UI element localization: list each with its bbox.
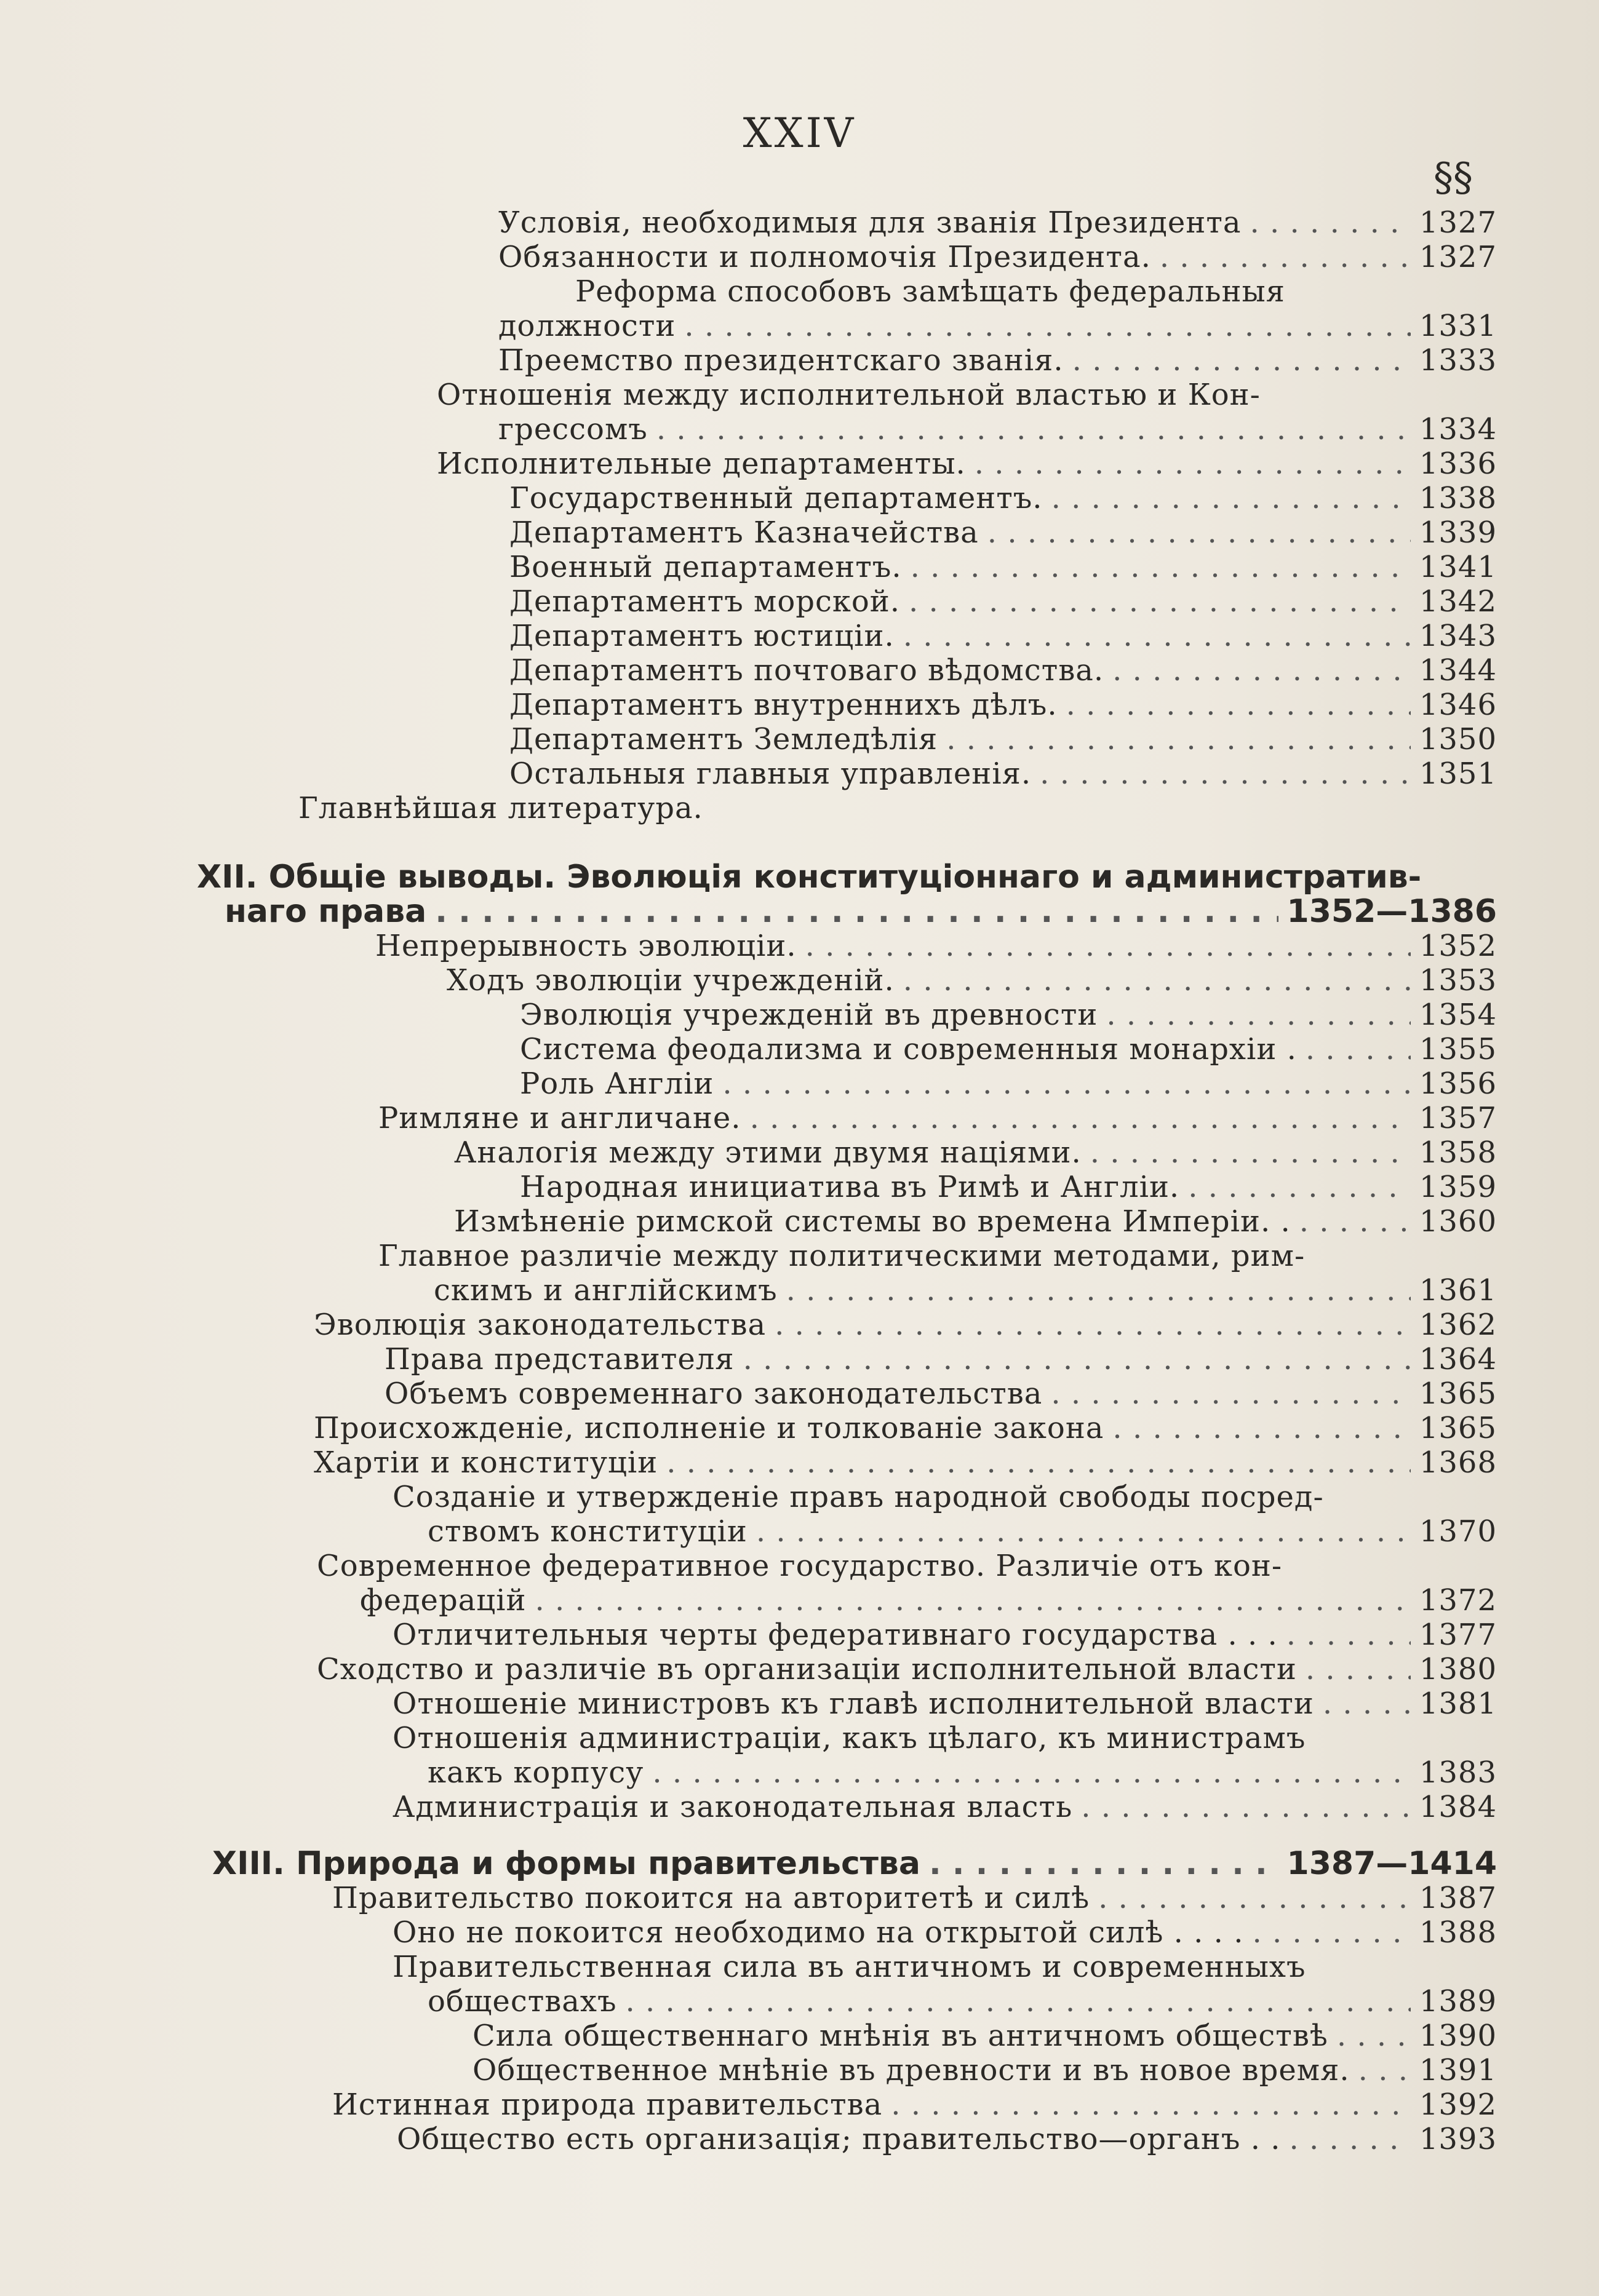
toc-entry xyxy=(332,2087,1497,2122)
toc-entry xyxy=(509,515,1497,550)
leader-dots xyxy=(750,1101,1411,1135)
toc-entry xyxy=(473,2053,1497,2087)
toc-entry xyxy=(509,550,1497,584)
toc-entry-page: 1387—1414 xyxy=(1286,1845,1497,1882)
leader-dots xyxy=(1051,1376,1411,1411)
toc-entry xyxy=(509,688,1497,722)
toc-entry-page: 1339 xyxy=(1419,515,1497,550)
leader-dots xyxy=(684,309,1410,343)
toc-entry-page: 1338 xyxy=(1419,481,1497,515)
leader-dots xyxy=(929,1846,1278,1881)
toc-entry-page: 1370 xyxy=(1419,1514,1497,1549)
toc-entry xyxy=(498,412,1497,447)
toc-entry-page: 1352—1386 xyxy=(1286,893,1497,930)
leader-dots xyxy=(1106,998,1410,1032)
toc-entry-title: Департаментъ почтоваго вѣдомства. xyxy=(509,653,1104,688)
toc-entry xyxy=(393,1915,1497,1950)
toc-entry-title: Условія, необходимыя для званія Президента xyxy=(498,205,1242,240)
toc-entry xyxy=(520,998,1497,1032)
toc-entry-title: Правительство покоится на авторитетѣ и силѣ xyxy=(332,1881,1090,1915)
toc-entry-page: 1391 xyxy=(1419,2053,1497,2087)
toc-entry xyxy=(393,1950,1409,1984)
toc-entry-title: Истинная природа правительства xyxy=(332,2087,883,2122)
leader-dots xyxy=(1090,1135,1411,1170)
leader-dots xyxy=(722,1067,1410,1101)
toc-entry-page: 1388 xyxy=(1419,1915,1497,1950)
leader-dots xyxy=(1358,2053,1411,2087)
chapter-heading xyxy=(197,859,1422,896)
toc-entry-title: Сходство и различіе въ организаціи исполнительной власти xyxy=(317,1652,1297,1686)
toc-entry-page: 1381 xyxy=(1419,1686,1497,1721)
toc-entry-title: Роль Англіи xyxy=(520,1067,714,1101)
toc-entry-title: Преемство президентскаго званія. xyxy=(498,343,1064,378)
leader-dots xyxy=(1066,688,1411,722)
toc-entry-title: Ходъ эволюціи учрежденій. xyxy=(447,963,895,998)
toc-entry-page: 1342 xyxy=(1419,584,1497,619)
leader-dots xyxy=(1306,1032,1411,1067)
toc-entry-title: скимъ и англійскимъ xyxy=(434,1273,778,1308)
toc-entry xyxy=(509,653,1497,688)
toc-entry xyxy=(509,757,1497,791)
toc-entry-title: ствомъ конституціи xyxy=(428,1514,748,1549)
toc-entry-page: 1393 xyxy=(1419,2122,1497,2156)
toc-entry-title: федерацій xyxy=(360,1583,527,1618)
toc-entry-page: 1389 xyxy=(1419,1984,1497,2019)
leader-dots xyxy=(1323,1686,1411,1721)
toc-entry-page: 1361 xyxy=(1419,1273,1497,1308)
toc-entry xyxy=(434,1273,1497,1308)
toc-entry-title: Остальныя главныя управленія. xyxy=(509,757,1032,791)
leader-dots xyxy=(1188,1170,1411,1204)
toc-entry xyxy=(509,584,1497,619)
toc-entry xyxy=(397,2122,1497,2156)
toc-entry-page: 1355 xyxy=(1419,1032,1497,1067)
toc-entry-title: Исполнительные департаменты. xyxy=(437,447,966,481)
toc-entry-title: Военный департаментъ. xyxy=(509,550,902,584)
toc-entry-page: 1364 xyxy=(1419,1342,1497,1376)
leader-dots xyxy=(975,447,1411,481)
toc-entry-page: 1359 xyxy=(1419,1170,1497,1204)
toc-entry xyxy=(393,1721,1409,1755)
toc-entry xyxy=(393,1686,1497,1721)
toc-entry-page: 1354 xyxy=(1419,998,1497,1032)
toc-entry xyxy=(428,1755,1497,1790)
toc-entry-title: Непрерывность эволюціи. xyxy=(375,929,797,963)
leader-dots xyxy=(987,515,1411,550)
toc-entry-title: Отношеніе министровъ къ главѣ исполнительной власти xyxy=(393,1686,1314,1721)
toc-entry xyxy=(375,929,1497,963)
toc-entry-page: 1368 xyxy=(1419,1445,1497,1480)
leader-dots xyxy=(786,1273,1411,1308)
toc-entry xyxy=(520,1067,1497,1101)
toc-entry xyxy=(520,1170,1497,1204)
toc-entry-page: 1383 xyxy=(1419,1755,1497,1790)
toc-entry-title: Администрація и законодательная власть xyxy=(393,1790,1073,1824)
toc-entry xyxy=(454,1135,1497,1170)
toc-entry xyxy=(332,1881,1497,1915)
leader-dots xyxy=(1252,1915,1410,1950)
toc-entry-page: 1357 xyxy=(1419,1101,1497,1135)
toc-entry-page: 1365 xyxy=(1419,1376,1497,1411)
leader-dots xyxy=(1072,343,1411,378)
toc-entry-title: Отношенія администраціи, какъ цѣлаго, къ министрамъ xyxy=(393,1721,1306,1755)
toc-entry-page: 1392 xyxy=(1419,2087,1497,2122)
leader-dots xyxy=(903,619,1411,653)
toc-entry-title: Эволюція законодательства xyxy=(314,1308,767,1342)
toc-entry-page: 1350 xyxy=(1419,722,1497,757)
leader-dots xyxy=(1306,1652,1411,1686)
leader-dots xyxy=(909,584,1411,619)
toc-entry-page: 1380 xyxy=(1419,1652,1497,1686)
toc-entry-page: 1372 xyxy=(1419,1583,1497,1618)
toc-entry-title: Правительственная сила въ античномъ и современныхъ xyxy=(393,1950,1306,1984)
toc-entry xyxy=(314,1308,1497,1342)
toc-entry xyxy=(498,240,1497,274)
toc-entry xyxy=(437,447,1497,481)
toc-entry-title: Департаментъ морской. xyxy=(509,584,901,619)
toc-entry-page: 1333 xyxy=(1419,343,1497,378)
leader-dots xyxy=(891,2087,1411,2122)
leader-dots xyxy=(1286,1618,1411,1652)
toc-entry xyxy=(509,619,1497,653)
toc-entry-title: Измѣненіе римской системы во времена Имперіи. . xyxy=(454,1204,1291,1239)
toc-entry xyxy=(317,1549,1409,1583)
toc-entry-title: Департаментъ Земледѣлія xyxy=(509,722,938,757)
toc-entry-page: 1352 xyxy=(1419,929,1497,963)
toc-entry-title: Департаментъ Казначейства xyxy=(509,515,979,550)
toc-entry-page: 1362 xyxy=(1419,1308,1497,1342)
toc-entry-page: 1341 xyxy=(1419,550,1497,584)
leader-dots xyxy=(1040,757,1411,791)
page-header: XXIV xyxy=(743,109,856,157)
toc-entry-title: Департаментъ юстиціи. xyxy=(509,619,895,653)
leader-dots xyxy=(1112,653,1411,688)
leader-dots xyxy=(535,1583,1411,1618)
leader-dots xyxy=(946,722,1411,757)
toc-entry xyxy=(428,1984,1497,2019)
toc-entry-page: 1344 xyxy=(1419,653,1497,688)
section-mark: §§ xyxy=(1434,155,1473,201)
toc-entry xyxy=(360,1583,1497,1618)
toc-entry-page: 1334 xyxy=(1419,412,1497,447)
leader-dots xyxy=(652,1755,1410,1790)
toc-entry xyxy=(520,1032,1497,1067)
toc-entry xyxy=(314,1411,1497,1445)
leader-dots xyxy=(1250,205,1411,240)
toc-entry-title: XII. Общіе выводы. Эволюція конституціоннаго и административ- xyxy=(197,859,1422,896)
leader-dots xyxy=(1337,2019,1411,2053)
toc-entry xyxy=(317,1652,1497,1686)
toc-entry-page: 1360 xyxy=(1419,1204,1497,1239)
toc-entry-title: XIII. Природа и формы правительства xyxy=(212,1845,920,1882)
toc-entry-title: должности xyxy=(498,309,676,343)
toc-entry-title: Реформа способовъ замѣщать федеральныя xyxy=(575,274,1285,309)
toc-entry xyxy=(385,1376,1497,1411)
toc-entry xyxy=(498,205,1497,240)
leader-dots xyxy=(775,1308,1411,1342)
toc-entry-title: Римляне и англичане. xyxy=(378,1101,741,1135)
toc-entry xyxy=(393,1480,1409,1514)
leader-dots xyxy=(805,929,1411,963)
leader-dots xyxy=(743,1342,1411,1376)
toc-entry-title: наго права xyxy=(225,893,427,930)
toc-entry xyxy=(314,1445,1497,1480)
leader-dots xyxy=(435,894,1278,929)
toc-entry-page: 1353 xyxy=(1419,963,1497,998)
leader-dots xyxy=(1081,1790,1411,1824)
toc-entry-title: Обязанности и полномочія Президента. xyxy=(498,240,1151,274)
toc-entry-title: Главное различіе между политическими методами, рим- xyxy=(378,1239,1306,1273)
toc-entry-title: Общественное мнѣніе въ древности и въ новое время. xyxy=(473,2053,1350,2087)
toc-entry xyxy=(393,1618,1497,1652)
toc-entry-title: Система феодализма и современныя монархіи . xyxy=(520,1032,1297,1067)
chapter-heading xyxy=(225,894,1497,929)
leader-dots xyxy=(1098,1881,1411,1915)
toc-entry-page: 1387 xyxy=(1419,1881,1497,1915)
toc-entry-title: Народная инициатива въ Римѣ и Англіи. xyxy=(520,1170,1180,1204)
toc-entry xyxy=(498,309,1497,343)
toc-entry xyxy=(437,378,1387,412)
leader-dots xyxy=(756,1514,1411,1549)
toc-entry xyxy=(498,343,1497,378)
toc-entry-title: Современное федеративное государство. Различіе отъ кон- xyxy=(317,1549,1283,1583)
leader-dots xyxy=(1289,2122,1410,2156)
toc-entry xyxy=(509,722,1497,757)
toc-entry xyxy=(447,963,1497,998)
toc-entry-title: Департаментъ внутреннихъ дѣлъ. xyxy=(509,688,1058,722)
toc-entry-title: Общество есть организація; правительство—органъ . . xyxy=(397,2122,1281,2156)
toc-entry-title: грессомъ xyxy=(498,412,648,447)
toc-entry xyxy=(575,274,1387,309)
toc-entry xyxy=(454,1204,1497,1239)
toc-entry-title: Хартіи и конституціи xyxy=(314,1445,658,1480)
toc-entry-title: Эволюція учрежденій въ древности xyxy=(520,998,1098,1032)
toc-entry-page: 1336 xyxy=(1419,447,1497,481)
toc-entry-title: какъ корпусу xyxy=(428,1755,644,1790)
toc-entry-page: 1343 xyxy=(1419,619,1497,653)
toc-entry-page: 1365 xyxy=(1419,1411,1497,1445)
leader-dots xyxy=(1051,481,1411,515)
leader-dots xyxy=(903,963,1411,998)
toc-entry xyxy=(473,2019,1497,2053)
toc-entry xyxy=(378,1239,1409,1273)
toc-entry xyxy=(393,1790,1497,1824)
toc-entry-title: Аналогія между этими двумя націями. xyxy=(454,1135,1082,1170)
toc-entry-title: Объемъ современнаго законодательства xyxy=(385,1376,1043,1411)
toc-entry xyxy=(385,1342,1497,1376)
toc-entry xyxy=(378,1101,1497,1135)
toc-entry-page: 1351 xyxy=(1419,757,1497,791)
toc-entry-page: 1327 xyxy=(1419,240,1497,274)
toc-entry-title: Происхожденіе, исполненіе и толкованіе закона xyxy=(314,1411,1104,1445)
leader-dots xyxy=(626,1984,1411,2019)
toc-entry-page: 1384 xyxy=(1419,1790,1497,1824)
toc-entry-title: Отличительныя черты федеративнаго государства . . . xyxy=(393,1618,1278,1652)
toc-entry-page: 1327 xyxy=(1419,205,1497,240)
toc-entry-title: Сила общественнаго мнѣнія въ античномъ обществѣ xyxy=(473,2019,1328,2053)
toc-entry-page: 1390 xyxy=(1419,2019,1497,2053)
chapter-heading xyxy=(212,1846,1497,1881)
toc-entry xyxy=(428,1514,1497,1549)
toc-entry-title: обществахъ xyxy=(428,1984,617,2019)
toc-entry-title: Оно не покоится необходимо на открытой силѣ . . . . xyxy=(393,1915,1244,1950)
leader-dots xyxy=(656,412,1411,447)
leader-dots xyxy=(1299,1204,1411,1239)
toc-entry-page: 1346 xyxy=(1419,688,1497,722)
leader-dots xyxy=(1160,240,1411,274)
toc-entry xyxy=(509,481,1497,515)
toc-entry-title: Главнѣйшая литература. xyxy=(298,791,703,825)
toc-entry-title: Государственный департаментъ. xyxy=(509,481,1043,515)
toc-entry xyxy=(298,791,914,825)
toc-entry-page: 1356 xyxy=(1419,1067,1497,1101)
toc-entry-page: 1358 xyxy=(1419,1135,1497,1170)
toc-entry-title: Отношенія между исполнительной властью и Кон- xyxy=(437,378,1261,412)
leader-dots xyxy=(911,550,1411,584)
leader-dots xyxy=(1112,1411,1410,1445)
leader-dots xyxy=(666,1445,1411,1480)
toc-entry-title: Права представителя xyxy=(385,1342,735,1376)
toc-entry-title: Созданіе и утвержденіе правъ народной свободы посред- xyxy=(393,1480,1324,1514)
toc-entry-page: 1377 xyxy=(1419,1618,1497,1652)
toc-entry-page: 1331 xyxy=(1419,309,1497,343)
